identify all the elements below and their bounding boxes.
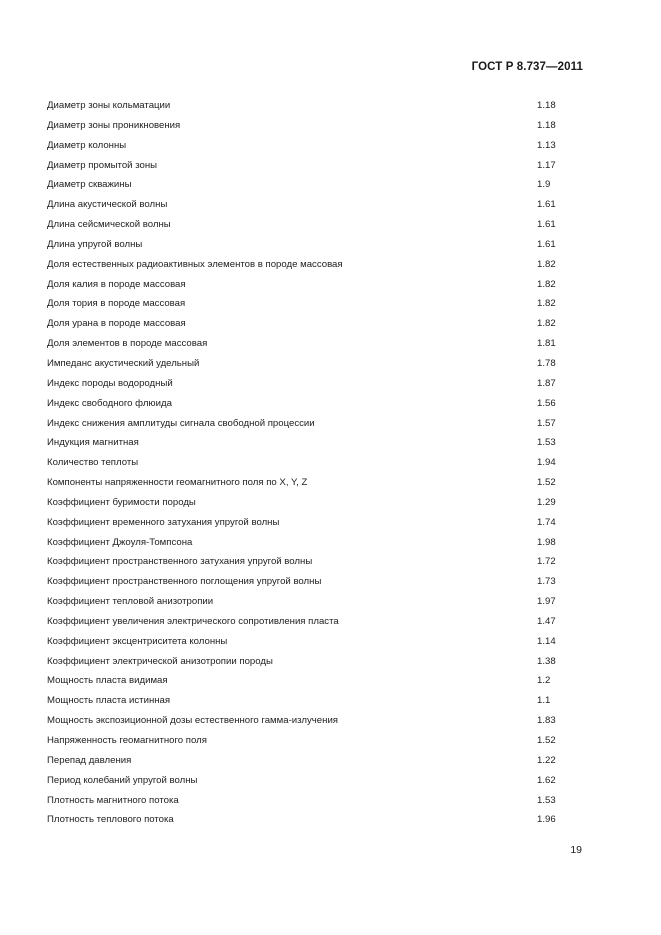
index-reference: 1.87 <box>537 377 556 389</box>
index-reference: 1.13 <box>537 139 556 151</box>
index-reference: 1.73 <box>537 576 556 588</box>
index-term: Длина сейсмической волны <box>47 219 171 231</box>
index-reference: 1.61 <box>537 199 556 211</box>
index-reference: 1.2 <box>537 675 551 687</box>
index-reference: 1.14 <box>537 635 556 647</box>
index-entry <box>47 751 567 771</box>
index-entry <box>47 552 567 572</box>
index-entry <box>47 354 567 374</box>
index-term: Коэффициент тепловой анизотропии <box>47 596 214 608</box>
page-number: 19 <box>570 844 582 856</box>
index-reference: 1.53 <box>537 437 556 449</box>
index-entry <box>47 453 567 473</box>
index-term: Индукция магнитная <box>47 437 139 449</box>
standard-designation: ГОСТ Р 8.737—2011 <box>471 61 583 73</box>
index-entry <box>47 691 567 711</box>
index-entry <box>47 235 567 255</box>
index-term: Доля элементов в породе массовая <box>47 338 208 350</box>
index-reference: 1.82 <box>537 318 556 330</box>
index-term: Длина упругой волны <box>47 238 143 250</box>
index-term: Период колебаний упругой волны <box>47 774 198 786</box>
index-term: Плотность магнитного потока <box>47 794 179 806</box>
index-term: Диаметр промытой зоны <box>47 159 158 171</box>
index-reference: 1.96 <box>537 814 556 826</box>
index-reference: 1.74 <box>537 516 556 528</box>
index-term: Диаметр скважины <box>47 179 132 191</box>
index-entry <box>47 572 567 592</box>
index-reference: 1.97 <box>537 596 556 608</box>
index-reference: 1.57 <box>537 417 556 429</box>
index-term: Диаметр зоны кольматации <box>47 100 171 111</box>
index-reference: 1.72 <box>537 556 556 568</box>
index-entry <box>47 493 567 513</box>
index-term: Длина акустической волны <box>47 199 168 211</box>
index-entry <box>47 652 567 672</box>
index-term: Индекс свободного флюида <box>47 397 172 409</box>
index-reference: 1.78 <box>537 357 556 369</box>
index-entry <box>47 592 567 612</box>
document-header <box>472 61 583 73</box>
index-entry <box>47 215 567 235</box>
index-entry <box>47 394 567 414</box>
index-entry <box>47 156 567 176</box>
index-reference: 1.1 <box>537 695 551 707</box>
index-term: Перепад давления <box>47 754 132 766</box>
index-reference: 1.52 <box>537 735 556 746</box>
index-reference: 1.29 <box>537 496 556 508</box>
index-entry <box>47 810 567 830</box>
index-entry <box>47 414 567 434</box>
index-reference: 1.62 <box>537 774 556 786</box>
index-entry <box>47 433 567 453</box>
index-term: Мощность пласта видимая <box>47 675 168 687</box>
index-entry <box>47 314 567 334</box>
index-entry <box>47 255 567 275</box>
index-entry <box>47 96 567 116</box>
index-reference: 1.82 <box>537 258 556 270</box>
index-reference: 1.17 <box>537 159 556 171</box>
index-entry <box>47 473 567 493</box>
index-entry <box>47 612 567 632</box>
index-entry <box>47 334 567 354</box>
index-entry <box>47 791 567 811</box>
index-entry <box>47 374 567 394</box>
index-term: Диаметр зоны проникновения <box>47 119 181 131</box>
index-entry <box>47 711 567 731</box>
index-term: Напряженность геомагнитного поля <box>47 735 207 746</box>
index-reference: 1.82 <box>537 298 556 310</box>
index-term: Мощность пласта истинная <box>47 695 171 707</box>
index-term: Доля урана в породе массовая <box>47 318 186 330</box>
index-entry <box>47 771 567 791</box>
index-reference: 1.52 <box>537 477 556 489</box>
index-reference: 1.38 <box>537 655 556 667</box>
index-term: Компоненты напряженности геомагнитного поля по X, Y, Z <box>47 477 308 489</box>
index-term: Коэффициент Джоуля-Томпсона <box>47 536 193 548</box>
index-reference: 1.61 <box>537 238 556 250</box>
index-entry <box>47 275 567 295</box>
index-term: Коэффициент эксцентриситета колонны <box>47 635 228 647</box>
term-index-list <box>47 96 567 830</box>
index-term: Доля естественных радиоактивных элементов в породе массовая <box>47 258 343 270</box>
index-reference: 1.22 <box>537 754 556 766</box>
index-term: Индекс породы водородный <box>47 377 173 389</box>
index-reference: 1.98 <box>537 536 556 548</box>
index-reference: 1.18 <box>537 100 556 111</box>
index-reference: 1.81 <box>537 338 556 350</box>
index-entry <box>47 175 567 195</box>
index-entry <box>47 632 567 652</box>
index-term: Индекс снижения амплитуды сигнала свободной процессии <box>47 417 315 429</box>
index-reference: 1.56 <box>537 397 556 409</box>
index-term: Мощность экспозиционной дозы естественного гамма-излучения <box>47 715 338 727</box>
index-term: Диаметр колонны <box>47 139 127 151</box>
index-entry <box>47 533 567 553</box>
index-term: Доля калия в породе массовая <box>47 278 186 290</box>
index-term: Коэффициент буримости породы <box>47 496 196 508</box>
index-reference: 1.18 <box>537 119 556 131</box>
index-reference: 1.82 <box>537 278 556 290</box>
index-entry <box>47 731 567 751</box>
index-term: Доля тория в породе массовая <box>47 298 186 310</box>
index-entry <box>47 513 567 533</box>
index-entry <box>47 294 567 314</box>
index-reference: 1.61 <box>537 219 556 231</box>
index-entry <box>47 195 567 215</box>
index-term: Плотность теплового потока <box>47 814 174 826</box>
index-entry <box>47 671 567 691</box>
index-term: Коэффициент электрической анизотропии породы <box>47 655 273 667</box>
index-entry <box>47 136 567 156</box>
index-reference: 1.83 <box>537 715 556 727</box>
index-reference: 1.53 <box>537 794 556 806</box>
index-reference: 1.47 <box>537 615 556 627</box>
index-term: Количество теплоты <box>47 457 139 469</box>
index-reference: 1.94 <box>537 457 556 469</box>
index-reference: 1.9 <box>537 179 551 191</box>
index-entry <box>47 116 567 136</box>
index-term: Импеданс акустический удельный <box>47 357 200 369</box>
index-term: Коэффициент временного затухания упругой волны <box>47 516 280 528</box>
index-term: Коэффициент пространственного затухания упругой волны <box>47 556 313 568</box>
index-term: Коэффициент увеличения электрического сопротивления пласта <box>47 615 339 627</box>
index-term: Коэффициент пространственного поглощения упругой волны <box>47 576 322 588</box>
